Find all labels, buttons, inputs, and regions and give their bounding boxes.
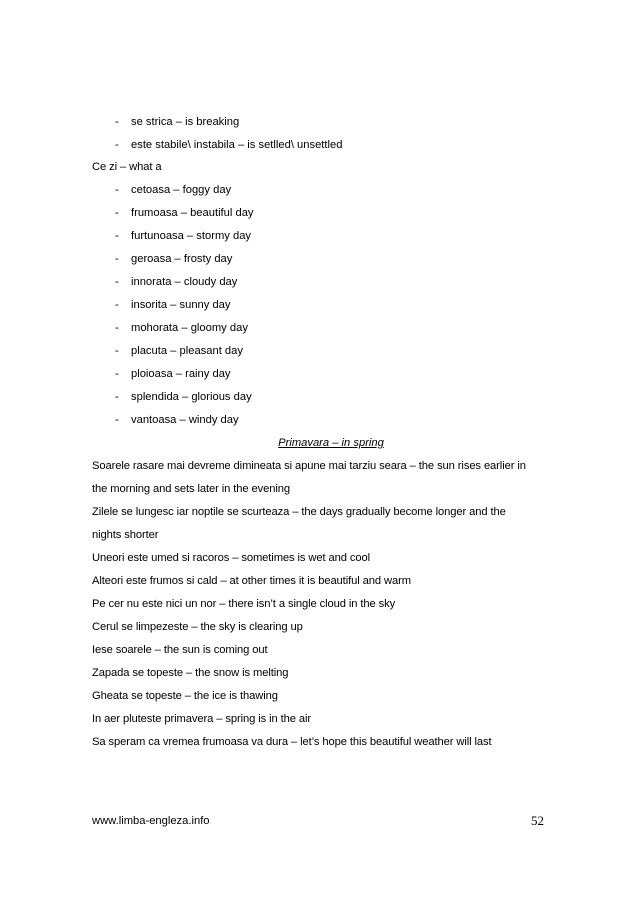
list-item-text: innorata – cloudy day [131, 276, 238, 288]
bullet-dash: - [115, 299, 119, 311]
list-item-text: insorita – sunny day [131, 299, 231, 311]
paragraph-line: Gheata se topeste – the ice is thawing [92, 690, 278, 702]
list-item-text: splendida – glorious day [131, 391, 252, 403]
paragraph-line: Iese soarele – the sun is coming out [92, 644, 268, 656]
list-item-text: vantoasa – windy day [131, 414, 239, 426]
paragraph-line: the morning and sets later in the evening [92, 483, 291, 495]
bullet-dash: - [115, 207, 119, 219]
footer-url: www.limba-engleza.info [92, 815, 210, 827]
bullet-dash: - [115, 116, 119, 128]
paragraph-line: Pe cer nu este nici un nor – there isn’t a single cloud in the sky [92, 598, 396, 610]
paragraph-line: In aer pluteste primavera – spring is in the air [92, 713, 312, 725]
bullet-dash: - [115, 139, 119, 151]
list-item-text: frumoasa – beautiful day [131, 207, 254, 219]
list-item-text: se strica – is breaking [131, 116, 240, 128]
list-item-text: placuta – pleasant day [131, 345, 243, 357]
ce-zi-label: Ce zi – what a [92, 161, 162, 173]
bullet-dash: - [115, 276, 119, 288]
paragraph-line: Zilele se lungesc iar noptile se scurteaza – the days gradually become longer and the [92, 506, 506, 518]
bullet-dash: - [115, 345, 119, 357]
bullet-dash: - [115, 253, 119, 265]
paragraph-line: nights shorter [92, 529, 159, 541]
paragraph-line: Sa speram ca vremea frumoasa va dura – let’s hope this beautiful weather will last [92, 736, 492, 748]
section-heading-text: Primavara – in spring [278, 437, 384, 449]
list-item-text: geroasa – frosty day [131, 253, 233, 265]
bullet-dash: - [115, 322, 119, 334]
list-item-text: ploioasa – rainy day [131, 368, 231, 380]
paragraph-line: Cerul se limpezeste – the sky is clearing up [92, 621, 303, 633]
list-item-text: furtunoasa – stormy day [131, 230, 252, 242]
page-number: 52 [531, 813, 544, 828]
paragraph-line: Soarele rasare mai devreme dimineata si apune mai tarziu seara – the sun rises earlier in [92, 460, 526, 472]
bullet-dash: - [115, 368, 119, 380]
paragraph-line: Uneori este umed si racoros – sometimes is wet and cool [92, 552, 371, 564]
bullet-dash: - [115, 391, 119, 403]
list-item-text: cetoasa – foggy day [131, 184, 232, 196]
bullet-dash: - [115, 230, 119, 242]
bullet-dash: - [115, 184, 119, 196]
paragraph-line: Alteori este frumos si cald – at other times it is beautiful and warm [92, 575, 411, 587]
paragraph-line: Zapada se topeste – the snow is melting [92, 667, 289, 679]
bullet-dash: - [115, 414, 119, 426]
list-item-text: mohorata – gloomy day [131, 322, 248, 334]
list-item-text: este stabile\ instabila – is setlled\ unsettled [131, 139, 343, 151]
section-heading [0, 436, 638, 450]
